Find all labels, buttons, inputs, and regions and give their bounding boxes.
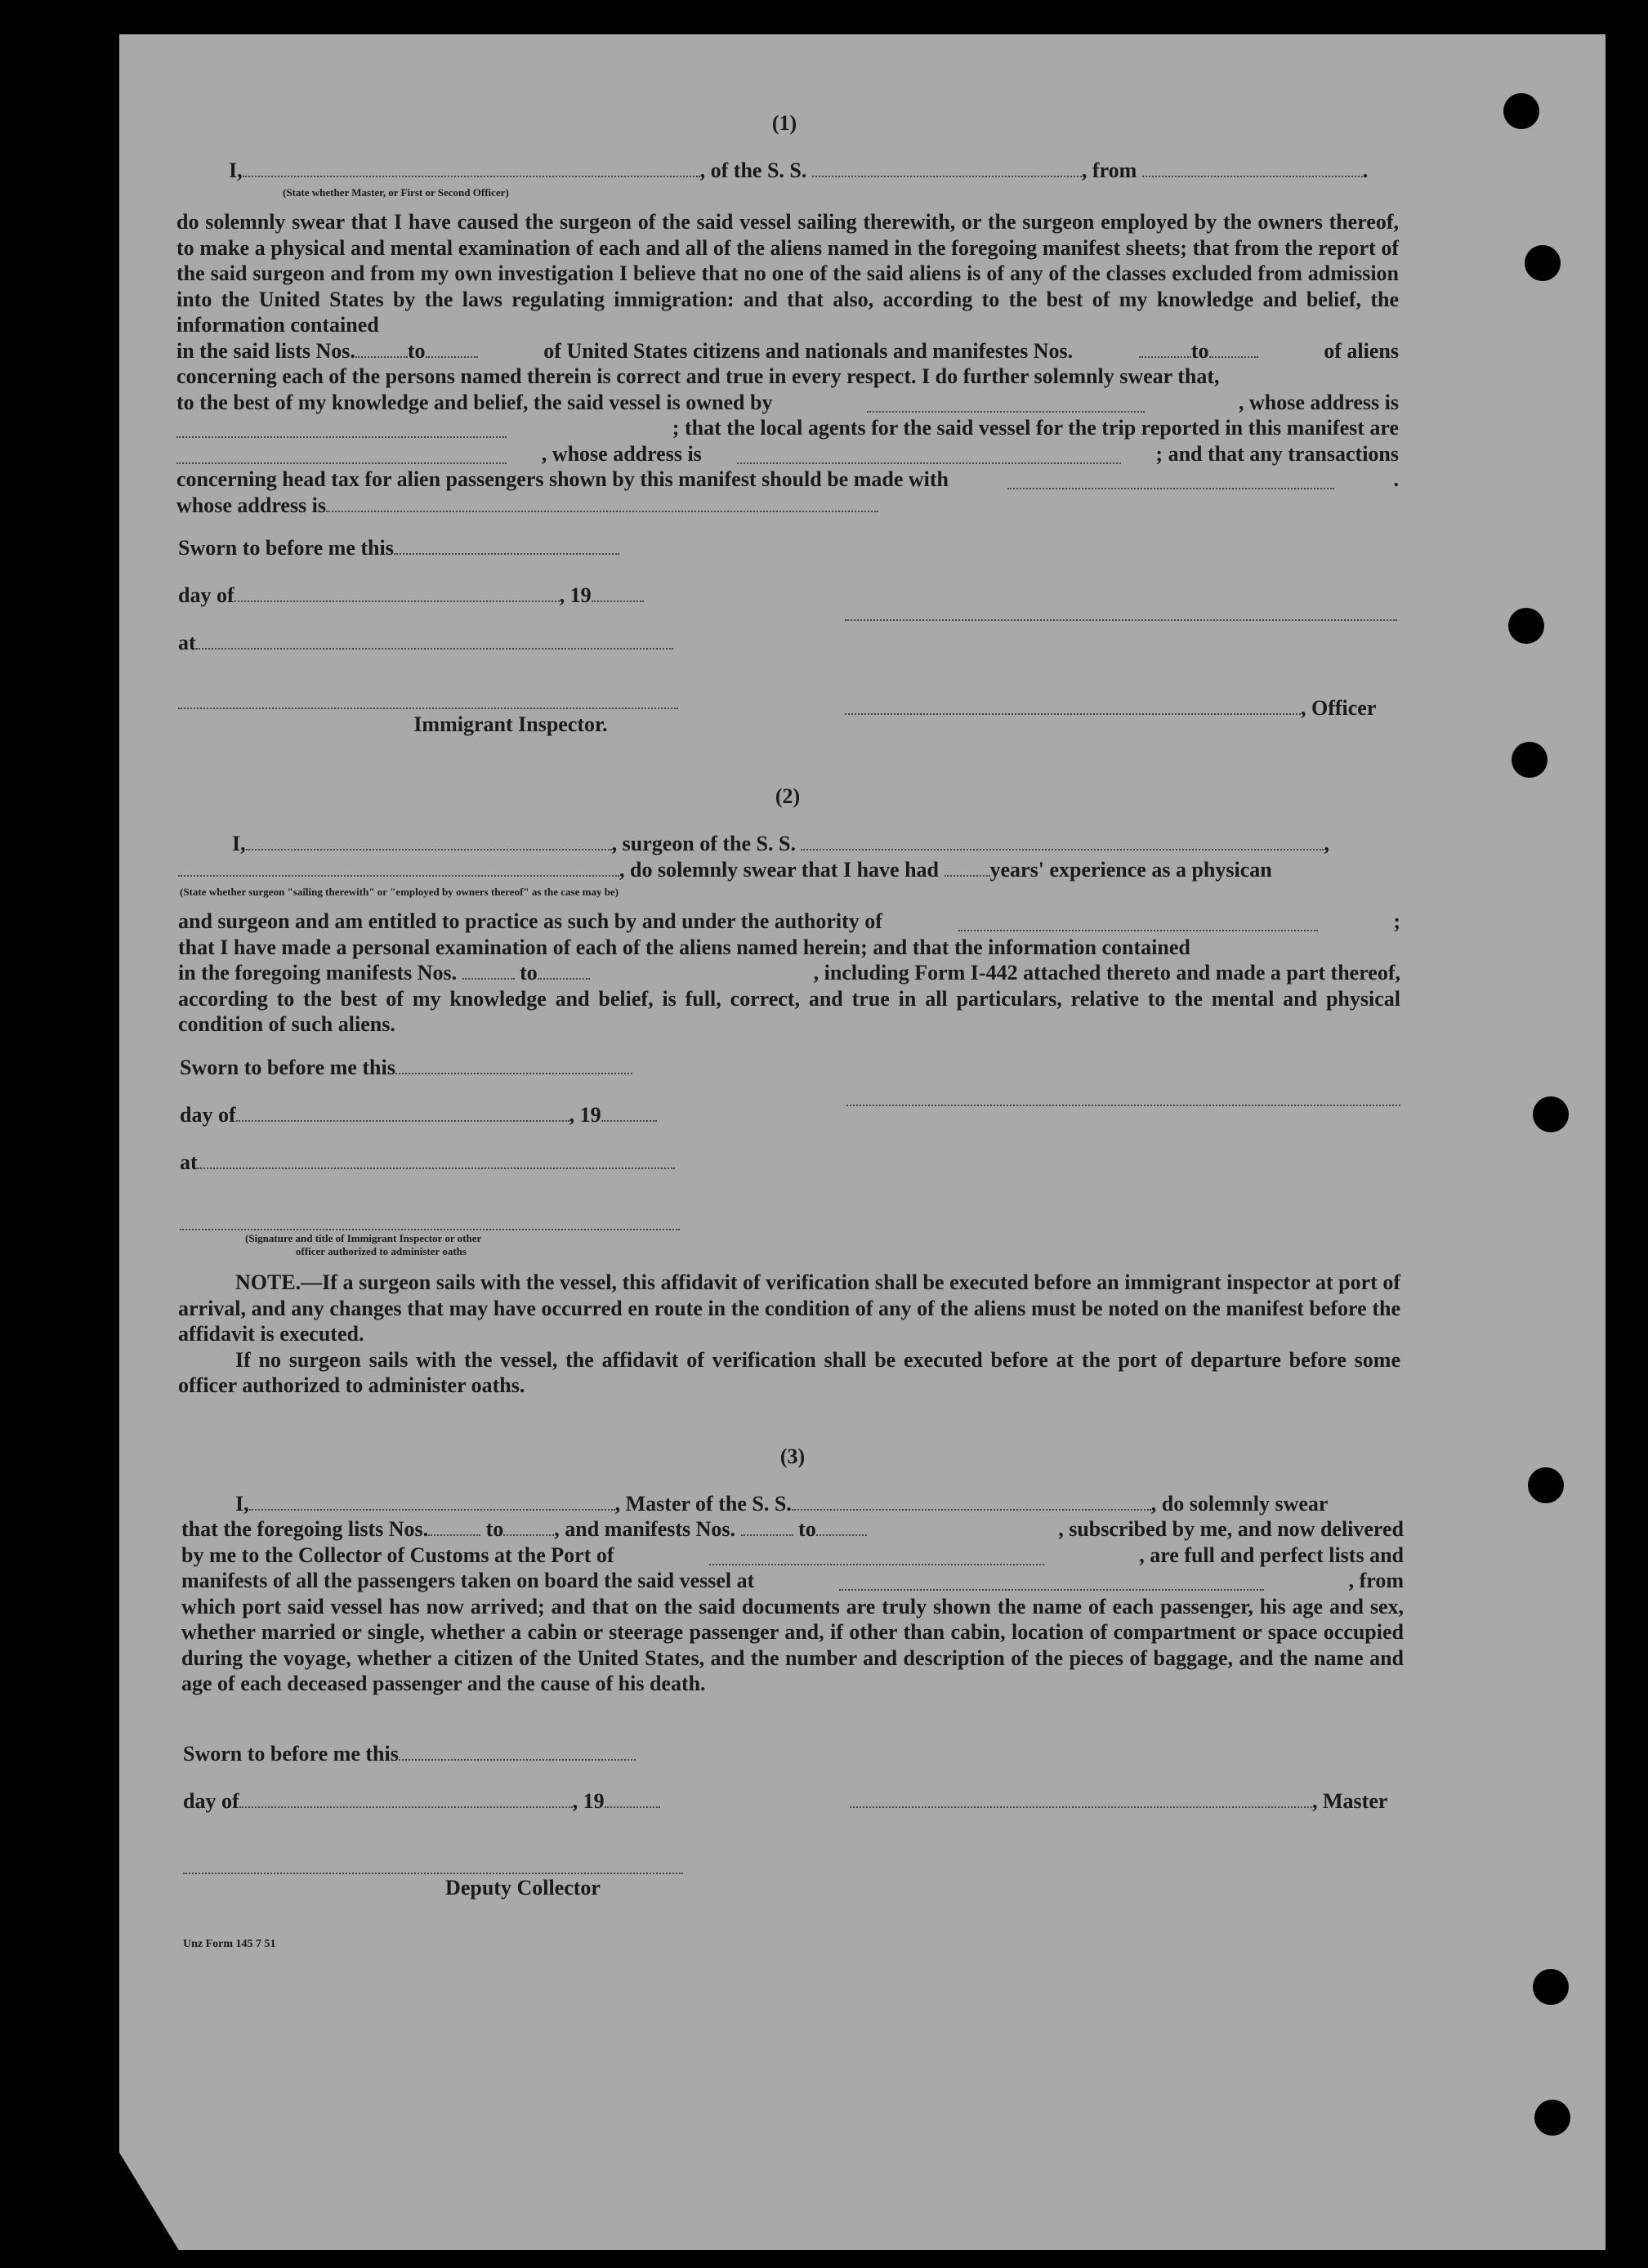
s3-collector-label: Deputy Collector: [445, 1876, 601, 1900]
s3-boarding-port-field[interactable]: [839, 1573, 1264, 1591]
s3-line4-b: , from: [1348, 1569, 1404, 1592]
s3-master-line: [850, 1789, 1387, 1814]
punch-hole: [1508, 608, 1544, 644]
s1-list-from-field[interactable]: [355, 340, 408, 358]
s1-lists-b: to: [407, 338, 426, 363]
s2-year: , 19: [569, 1103, 601, 1127]
s2-sworn-line: [180, 1056, 632, 1080]
s1-vessel-field[interactable]: [812, 159, 1082, 177]
s2-manifest-line: [178, 960, 1400, 986]
s3-line2-a: that the foregoing lists Nos.: [181, 1517, 429, 1541]
s1-at-field[interactable]: [196, 632, 673, 650]
s3-collector-signature[interactable]: [183, 1871, 683, 1874]
s1-paragraph-a: do solemnly swear that I have caused the surgeon of the said vessel sailing therewith, or the surgeon employed by the owners thereof, to make a physical and mental examination of each and all of the aliens named in the foregoing manifest sheets; that from the report of the said surgeon and from my own investigation I believe that no one of the said aliens is of any of the classes excluded from admission into the United States by the laws regulating immigration: and that also, according to the best of my knowledge and belief, the information contained: [176, 210, 1399, 337]
s1-signature-right-1[interactable]: [845, 618, 1397, 621]
s1-agent-addr-b: ; and that any transactions: [1155, 441, 1399, 466]
s2-sig-note-1: (Signature and title of Immigrant Inspector or other: [245, 1232, 482, 1244]
s3-vessel-field[interactable]: [792, 1493, 1151, 1511]
s2-surgeon: , surgeon of the S. S.: [611, 832, 796, 855]
s1-day-line: [178, 583, 644, 608]
s1-owner-a: to the best of my knowledge and belief, the said vessel is owned by: [176, 390, 773, 414]
s2-line1: [232, 832, 1329, 856]
s1-owner-field[interactable]: [867, 395, 1145, 413]
s2-status-note: (State whether surgeon "sailing therewith" or "employed by owners thereof" as the case may be): [180, 886, 619, 898]
s3-line4-a: manifests of all the passengers taken on board the said vessel at: [181, 1569, 755, 1592]
s1-officer: , Officer: [1301, 696, 1377, 720]
s2-years-field[interactable]: [945, 859, 990, 877]
punch-hole: [1533, 1969, 1569, 2005]
s3-line2-d: to: [798, 1517, 816, 1541]
s2-i: I,: [232, 832, 246, 855]
s1-body: [176, 209, 1399, 518]
s2-manifest-b: to: [520, 961, 538, 984]
s1-year-field[interactable]: [592, 584, 644, 602]
s3-year-field[interactable]: [605, 1790, 660, 1808]
s2-sworn-field[interactable]: [395, 1056, 632, 1074]
s2-manifest-from-field[interactable]: [462, 962, 515, 980]
s2-at-line: [180, 1150, 675, 1175]
s3-manifest-to-field[interactable]: [816, 1518, 867, 1536]
s3-sworn: Sworn to before me this: [183, 1742, 399, 1766]
s2-day-of: day of: [180, 1103, 236, 1127]
s2-at-field[interactable]: [198, 1151, 675, 1169]
s1-owner-address-field[interactable]: [176, 420, 507, 438]
s3-day-field[interactable]: [239, 1790, 573, 1808]
s2-inspector-signature[interactable]: [180, 1227, 680, 1230]
s1-headtax-field[interactable]: [1007, 471, 1334, 489]
s2-at: at: [180, 1150, 198, 1174]
s1-owner-b: , whose address is: [1238, 390, 1399, 414]
s3-day-of: day of: [183, 1789, 239, 1813]
s1-list-to-field[interactable]: [426, 340, 478, 358]
note-paragraph-1: NOTE.—If a surgeon sails with the vessel, this affidavit of verification shall be executed before an immigrant inspector at port of arrival, and any changes that may have occurred en route in the condition of any of the aliens must be noted on the manifest before the affidavit is executed.: [178, 1270, 1400, 1346]
s1-manifest-to-field[interactable]: [1209, 340, 1258, 358]
s3-line3-b: , are full and perfect lists and: [1139, 1543, 1404, 1567]
s1-sworn: Sworn to before me this: [178, 536, 394, 560]
s2-sworn: Sworn to before me this: [180, 1056, 395, 1079]
s2-end: ,: [1324, 832, 1329, 855]
s2-sig-note-2: officer authorized to administer oaths: [296, 1245, 467, 1257]
s1-whose-address: whose address is: [176, 493, 327, 517]
section-3-heading: (3): [779, 1444, 806, 1468]
s1-lists-line: [176, 338, 1399, 364]
s1-sworn-field[interactable]: [394, 537, 619, 555]
s3-list-from-field[interactable]: [428, 1518, 480, 1536]
punch-hole: [1534, 2100, 1570, 2136]
s3-manifest-from-field[interactable]: [741, 1518, 793, 1536]
s2-auth-a: and surgeon and am entitled to practice as such by and under the authority of: [178, 909, 882, 933]
section-2-heading: (2): [775, 784, 801, 808]
s2-paragraph: according to the best of my knowledge and belief, is full, correct, and true in all particulars, relative to the mental and physical condition of such aliens.: [178, 986, 1400, 1036]
s1-lists-a: in the said lists Nos.: [176, 338, 355, 363]
s1-from-field[interactable]: [1142, 159, 1363, 177]
s3-port-field[interactable]: [709, 1547, 1044, 1565]
s1-officer-note: (State whether Master, or First or Second Officer): [283, 186, 509, 199]
s3-line1: [235, 1492, 1328, 1516]
s3-master-of: , Master of the S. S.: [614, 1492, 792, 1516]
s1-agent-address-line: [176, 441, 1399, 467]
s1-agents-text: ; that the local agents for the said vessel for the trip reported in this manifest are: [672, 416, 1399, 440]
s1-officer-field[interactable]: [845, 697, 1301, 715]
s1-day-field[interactable]: [234, 584, 560, 602]
s3-body: [181, 1516, 1404, 1697]
s1-i: I,: [229, 158, 243, 182]
punch-hole: [1533, 1096, 1569, 1132]
s3-line2: [181, 1516, 1404, 1543]
s1-headtax-line: [176, 467, 1399, 493]
punch-hole: [1503, 93, 1539, 129]
s2-line2: [178, 858, 1272, 882]
s2-line2-a: , do solemnly swear that I have had: [619, 858, 940, 882]
s1-agent-addr-a: , whose address is: [541, 441, 702, 466]
s1-end: .: [1362, 158, 1369, 182]
s1-day-of: day of: [178, 583, 234, 607]
s2-name-field[interactable]: [246, 833, 612, 850]
s1-year: , 19: [559, 583, 592, 607]
s1-of-ss: , of the S. S.: [699, 158, 807, 182]
s2-manifest-a: in the foregoing manifests Nos.: [178, 961, 458, 984]
s2-day-line: [180, 1103, 657, 1127]
s3-day-line: [183, 1789, 660, 1814]
s3-i: I,: [235, 1492, 249, 1516]
s2-authority-field[interactable]: [958, 913, 1318, 931]
s1-paragraph-b: concerning each of the persons named therein is correct and true in every respect. I do further solemnly swear that,: [176, 364, 1220, 388]
s3-line3-a: by me to the Collector of Customs at the Port of: [181, 1543, 614, 1567]
s1-sworn-line: [178, 536, 619, 560]
s2-auth-b: ;: [1393, 909, 1400, 933]
punch-hole: [1525, 245, 1561, 281]
s2-vessel-field[interactable]: [801, 833, 1324, 850]
punch-hole: [1512, 742, 1548, 778]
s3-paragraph: which port said vessel has now arrived; and that on the said documents are truly shown the name of each passenger, his age and sex, whether married or single, whether a cabin or steerage passenger and, if other than cabin, location of compartment or space occupied during the voyage, whether a citizen of the United States, and the number and description of the pieces of baggage, and the name and age of each deceased passenger and the cause of his death.: [181, 1594, 1404, 1695]
s2-status-field[interactable]: [178, 859, 619, 877]
s1-agents-line: [176, 415, 1399, 441]
s1-agents-field[interactable]: [176, 446, 507, 464]
s2-line2-b: years' experience as a physican: [989, 858, 1272, 882]
s1-whose-address-line: [176, 493, 1399, 519]
s3-year: , 19: [572, 1789, 605, 1813]
s1-agent-address-field[interactable]: [737, 446, 1121, 464]
section-1-heading: (1): [771, 111, 797, 135]
s2-year-field[interactable]: [601, 1104, 657, 1122]
s3-line3: [181, 1543, 1404, 1569]
s1-line1: [229, 158, 1368, 183]
s2-signature-right[interactable]: [846, 1103, 1400, 1106]
s3-swear: , do solemnly swear: [1150, 1492, 1329, 1516]
s3-line2-b: to: [485, 1517, 504, 1541]
s1-inspector-signature[interactable]: [178, 706, 678, 709]
s1-headtax-address-field[interactable]: [326, 494, 878, 512]
s3-master-signature-field[interactable]: [850, 1790, 1312, 1808]
s2-auth-line: [178, 909, 1400, 935]
s3-sworn-line: [183, 1742, 636, 1766]
s2-manifest-to-field[interactable]: [538, 962, 590, 980]
s3-line2-e: , subscribed by me, and now delivered: [1058, 1517, 1404, 1541]
s1-at: at: [178, 631, 196, 654]
s1-from: , from: [1081, 158, 1137, 182]
s1-owner-line: [176, 390, 1399, 416]
note-block: [178, 1270, 1400, 1399]
s2-exam-line: that I have made a personal examination of each of the aliens named herein; and that the information contained: [178, 935, 1190, 959]
s3-list-to-field[interactable]: [503, 1518, 554, 1536]
s1-lists-c: of United States citizens and nationals and manifestes Nos.: [543, 338, 1074, 363]
s2-day-field[interactable]: [236, 1104, 569, 1122]
s1-name-field[interactable]: [243, 159, 700, 177]
s2-manifest-c: , including Form I-442 attached thereto and made a part thereof,: [813, 961, 1400, 984]
note-paragraph-2: If no surgeon sails with the vessel, the affidavit of verification shall be executed before at the port of departure before some officer authorized to administer oaths.: [178, 1347, 1400, 1397]
form-number: Unz Form 145 7 51: [183, 1938, 276, 1950]
s2-body: [178, 909, 1400, 1038]
s3-master: , Master: [1312, 1789, 1388, 1813]
s1-lists-d: to: [1190, 338, 1209, 363]
s3-name-field[interactable]: [249, 1493, 615, 1511]
s1-lists-e: of aliens: [1324, 338, 1399, 363]
s1-headtax-a: concerning head tax for alien passengers shown by this manifest should be made with: [176, 467, 949, 491]
s1-officer-line: [845, 696, 1376, 721]
punch-hole: [1528, 1467, 1564, 1503]
s3-line2-c: , and manifests Nos.: [554, 1517, 736, 1541]
s3-line4: [181, 1568, 1404, 1594]
s1-inspector-label: Immigrant Inspector.: [413, 712, 608, 736]
s3-sworn-field[interactable]: [399, 1743, 636, 1761]
s1-manifest-from-field[interactable]: [1139, 340, 1191, 358]
s1-headtax-b: .: [1393, 467, 1399, 491]
s1-at-line: [178, 631, 673, 655]
